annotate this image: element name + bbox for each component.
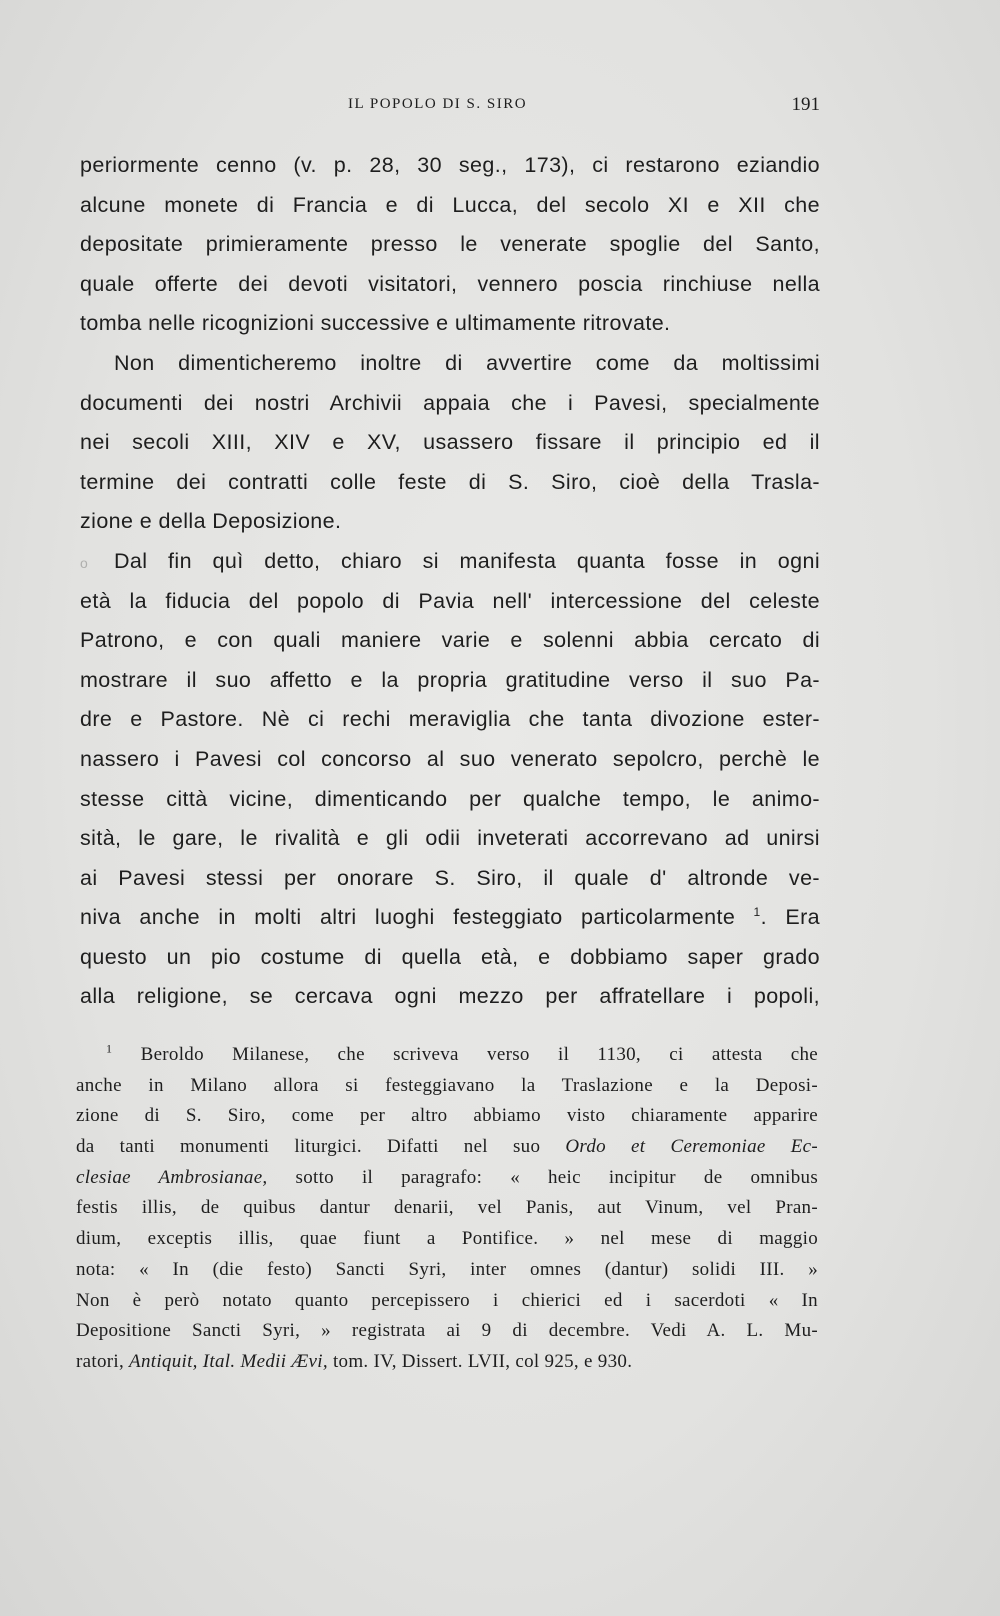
footnote-line: zione di S. Siro, come per altro abbiamo visto chiaramente apparire xyxy=(76,1105,818,1127)
footnote-text: da tanti monumenti liturgici. Difatti nel suo xyxy=(76,1136,566,1158)
footnote-line: Non è però notato quanto percepissero i chierici ed i sacerdoti « In xyxy=(76,1289,818,1311)
footnote-italic-title: Ordo et Ceremoniae Ec- xyxy=(565,1136,818,1158)
footnote-line xyxy=(76,1347,818,1378)
text-line: alla religione, se cercava ogni mezzo per affratellare i popoli, xyxy=(80,984,820,1009)
text-line: stesse città vicine, dimenticando per qualche tempo, le animo- xyxy=(80,786,820,811)
text-line: Non dimenticheremo inoltre di avvertire come da moltissimi xyxy=(114,350,820,375)
text-line: mostrare il suo affetto e la propria gratitudine verso il suo Pa- xyxy=(80,667,820,692)
text-line: zione e della Deposizione. xyxy=(80,509,342,534)
page-number: 191 xyxy=(791,94,820,115)
text-line: termine dei contratti colle feste di S. Siro, cioè della Trasla- xyxy=(80,469,820,494)
text-line: questo un pio costume di quella età, e dobbiamo saper grado xyxy=(80,944,820,969)
footnote-line: dium, exceptis illis, quae fiunt a Pontifice. » nel mese di maggio xyxy=(76,1228,818,1250)
text-line: documenti dei nostri Archivii appaia che i Pavesi, specialmente xyxy=(80,390,820,415)
footnote-line xyxy=(76,1163,818,1194)
text-line-content: Dal fin quì detto, chiaro si manifesta quanta fosse in ogni xyxy=(114,548,820,573)
text-line: periormente cenno (v. p. 28, 30 seg., 173), ci restarono eziandio xyxy=(80,153,820,177)
footnote-marker: 1 xyxy=(106,1041,113,1056)
text-line: sità, le gare, le rivalità e gli odii inveterati accorrevano ad unirsi xyxy=(80,826,820,851)
text-line: tomba nelle ricognizioni successive e ultimamente ritrovate. xyxy=(80,311,671,336)
text-line: depositate primieramente presso le venerate spoglie del Santo, xyxy=(80,232,820,257)
footnote-line: nota: « In (die festo) Sancti Syri, inter omnes (dantur) solidi III. » xyxy=(76,1258,818,1280)
footnote-line xyxy=(76,1040,818,1071)
footnote-text: Beroldo Milanese, che scriveva verso il 1130, ci attesta che xyxy=(140,1044,818,1065)
footnote-reference: 1 xyxy=(753,905,761,920)
text-line: alcune monete di Francia e di Lucca, del secolo XI e XII che xyxy=(80,192,820,217)
footnote-line: anche in Milano allora si festeggiavano la Traslazione e la Deposi- xyxy=(76,1074,818,1096)
footnote xyxy=(76,1040,818,1378)
footnote-italic-title: clesiae Ambrosianae, xyxy=(76,1166,268,1188)
text-line: nei secoli XIII, XIV e XV, usassero fissare il principio ed il xyxy=(80,430,820,455)
text-line: dre e Pastore. Nè ci rechi meraviglia che tanta divozione ester- xyxy=(80,707,820,732)
footnote-line: festis illis, de quibus dantur denarii, vel Panis, aut Vinum, vel Pran- xyxy=(76,1197,818,1219)
page-header xyxy=(80,94,820,124)
footnote-italic-citation: Antiquit, Ital. Medii Ævi, xyxy=(129,1350,328,1372)
footnote-text: tom. IV, Dissert. LVII, col 925, e 930. xyxy=(327,1350,633,1372)
footnote-text: sotto il paragrafo: « heic incipitur de omnibus xyxy=(267,1166,819,1188)
text-line: quale offerte dei devoti visitatori, vennero poscia rinchiuse nella xyxy=(80,271,820,296)
text-line-content: niva anche in molti altri luoghi festeggiato particolarmente xyxy=(80,905,736,930)
text-line xyxy=(80,898,820,938)
text-line: età la fiducia del popolo di Pavia nell' intercessione del celeste xyxy=(80,588,820,613)
text-line-tail: . Era xyxy=(760,905,821,930)
running-title: IL POPOLO DI S. SIRO xyxy=(348,96,528,112)
text-line: nassero i Pavesi col concorso al suo venerato sepolcro, perchè le xyxy=(80,746,820,771)
text-line: Patrono, e con quali maniere varie e solenni abbia cercato di xyxy=(80,628,820,653)
footnote-text: ratori, xyxy=(76,1350,130,1372)
text-line: o Dal fin quì detto, chiaro si manifesta quanta fosse in ogni xyxy=(80,548,820,573)
footnote-line xyxy=(76,1132,818,1163)
footnote-line: Depositione Sancti Syri, » registrata ai 9 di decembre. Vedi A. L. Mu- xyxy=(76,1320,818,1342)
text-line: ai Pavesi stessi per onorare S. Siro, il quale d' altronde ve- xyxy=(80,865,820,890)
body-text xyxy=(80,146,820,1017)
